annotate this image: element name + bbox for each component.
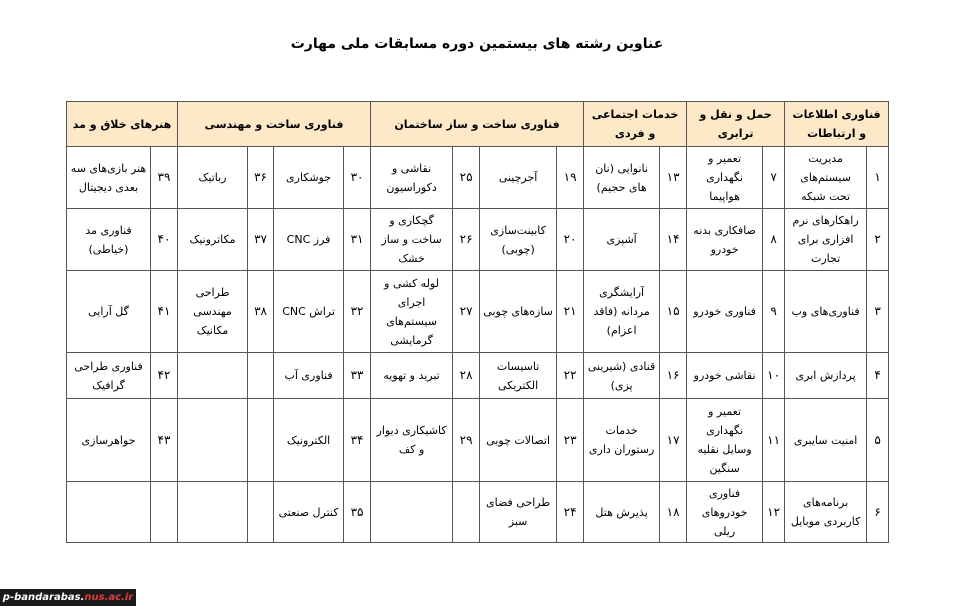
skill-number [248,482,274,543]
skill-cell: الکترونیک [274,399,344,482]
skill-number: ۴۲ [151,353,178,399]
skill-cell: فناوری‌های وب [785,271,867,353]
skill-cell: فناوری آب [274,353,344,399]
skill-cell: صافکاری بدنه خودرو [687,209,763,271]
skill-number: ۹ [763,271,785,353]
skill-cell: آشپزی [584,209,660,271]
skill-cell: جواهرسازی [67,399,151,482]
skill-cell: نقاشی خودرو [687,353,763,399]
skill-number: ۴۰ [151,209,178,271]
skill-cell: امنیت سایبری [785,399,867,482]
row-number: ۳ [867,271,889,353]
skill-number: ۸ [763,209,785,271]
skill-cell: فناوری طراحی گرافیک [67,353,151,399]
skill-number: ۳۲ [344,271,371,353]
table-row [67,482,889,543]
skill-cell: تبرید و تهویه [371,353,453,399]
skill-number: ۱۹ [557,147,584,209]
skill-number: ۱۶ [660,353,687,399]
skill-cell: گل آرایی [67,271,151,353]
skill-cell: رباتیک [178,147,248,209]
skill-number: ۳۰ [344,147,371,209]
skill-number: ۲۳ [557,399,584,482]
skill-cell: سازه‌های چوبی [480,271,557,353]
skill-cell: مکاترونیک [178,209,248,271]
skill-cell: لوله کشی و اجرای سیستم‌های گرمایشی [371,271,453,353]
row-number: ۴ [867,353,889,399]
site-url-prefix: p-bandarabas. [2,592,85,603]
skill-number: ۲۸ [453,353,480,399]
skill-cell: کابینت‌سازی (چوبی) [480,209,557,271]
skill-cell: پردازش ابری [785,353,867,399]
skill-cell [67,482,151,543]
row-number: ۵ [867,399,889,482]
skill-number: ۱۰ [763,353,785,399]
skill-cell: اتصالات چوبی [480,399,557,482]
skill-cell: تراش CNC [274,271,344,353]
skill-number: ۱۳ [660,147,687,209]
skill-number: ۳۱ [344,209,371,271]
skill-cell: کنترل صنعتی [274,482,344,543]
skill-cell [178,353,248,399]
row-number: ۶ [867,482,889,543]
skill-number: ۲۹ [453,399,480,482]
row-number: ۱ [867,147,889,209]
skill-cell: فناوری خودروهای ریلی [687,482,763,543]
skill-number: ۲۱ [557,271,584,353]
skill-number [248,399,274,482]
skill-cell: فناوری مد (خیاطی) [67,209,151,271]
header-social-services: خدمات اجتماعی و فردی [584,102,687,147]
skill-cell [371,482,453,543]
skill-cell: آجرچینی [480,147,557,209]
skill-number [151,482,178,543]
skill-number: ۳۹ [151,147,178,209]
skill-cell: تاسیسات الکتریکی [480,353,557,399]
skill-cell: هنر بازی‌های سه بعدی دیجیتال [67,147,151,209]
skill-number: ۱۴ [660,209,687,271]
header-manufacturing: فناوری ساخت و مهندسی [178,102,371,147]
skill-cell: تعمیر و نگهداری هواپیما [687,147,763,209]
skill-number [453,482,480,543]
skill-number: ۱۱ [763,399,785,482]
skill-number: ۳۵ [344,482,371,543]
skill-cell: تعمیر و نگهداری وسایل نقلیه سنگین [687,399,763,482]
skill-cell: گچکاری و ساخت و ساز خشک [371,209,453,271]
skill-cell [178,399,248,482]
skill-cell: قنادی (شیرینی پزی) [584,353,660,399]
skill-cell: جوشکاری [274,147,344,209]
skill-cell: طراحی مهندسی مکانیک [178,271,248,353]
skill-cell: کاشیکاری دیوار و کف [371,399,453,482]
skill-cell: طراحی فضای سبز [480,482,557,543]
skill-cell: برنامه‌های کاربردی موبایل [785,482,867,543]
table-row [67,209,889,271]
table-row [67,271,889,353]
skill-cell: مدیریت سیستم‌های تحت شبکه [785,147,867,209]
skill-cell: راهکارهای نرم افزاری برای تجارت [785,209,867,271]
skill-number: ۷ [763,147,785,209]
skills-table [66,101,889,543]
skill-number: ۳۷ [248,209,274,271]
skill-number: ۱۵ [660,271,687,353]
skill-number: ۲۵ [453,147,480,209]
skill-number: ۴۱ [151,271,178,353]
header-transport: حمل و نقل و ترابری [687,102,785,147]
skill-number: ۱۸ [660,482,687,543]
skill-number: ۳۶ [248,147,274,209]
skill-cell [178,482,248,543]
skill-cell: خدمات رستوران داری [584,399,660,482]
header-ict: فناوری اطلاعات و ارتباطات [785,102,889,147]
skill-cell: نانوایی (نان های حجیم) [584,147,660,209]
table-row [67,147,889,209]
skill-number: ۲۰ [557,209,584,271]
skill-number: ۱۷ [660,399,687,482]
site-url-domain: nus.ac.ir [84,592,134,603]
skill-cell: پذیرش هتل [584,482,660,543]
skill-number: ۱۲ [763,482,785,543]
page-title: عناوین رشته های بیستمین دوره مسابقات ملی مهارت [290,36,664,52]
header-row [67,102,889,147]
skill-cell: آرایشگری مردانه (فاقد اعزام) [584,271,660,353]
skill-number: ۲۲ [557,353,584,399]
skill-number: ۲۶ [453,209,480,271]
skill-number: ۳۸ [248,271,274,353]
skill-cell: فناوری خودرو [687,271,763,353]
skill-number [248,353,274,399]
skill-cell: نقاشی و دکوراسیون [371,147,453,209]
site-url-banner[interactable] [0,589,136,606]
table-row [67,353,889,399]
table-row [67,399,889,482]
skill-number: ۴۳ [151,399,178,482]
skill-number: ۳۳ [344,353,371,399]
header-creative-arts: هنرهای خلاق و مد [67,102,178,147]
skill-number: ۲۷ [453,271,480,353]
header-construction: فناوری ساخت و ساز ساختمان [371,102,584,147]
skill-number: ۳۴ [344,399,371,482]
skill-cell: فرز CNC [274,209,344,271]
row-number: ۲ [867,209,889,271]
skill-number: ۲۴ [557,482,584,543]
